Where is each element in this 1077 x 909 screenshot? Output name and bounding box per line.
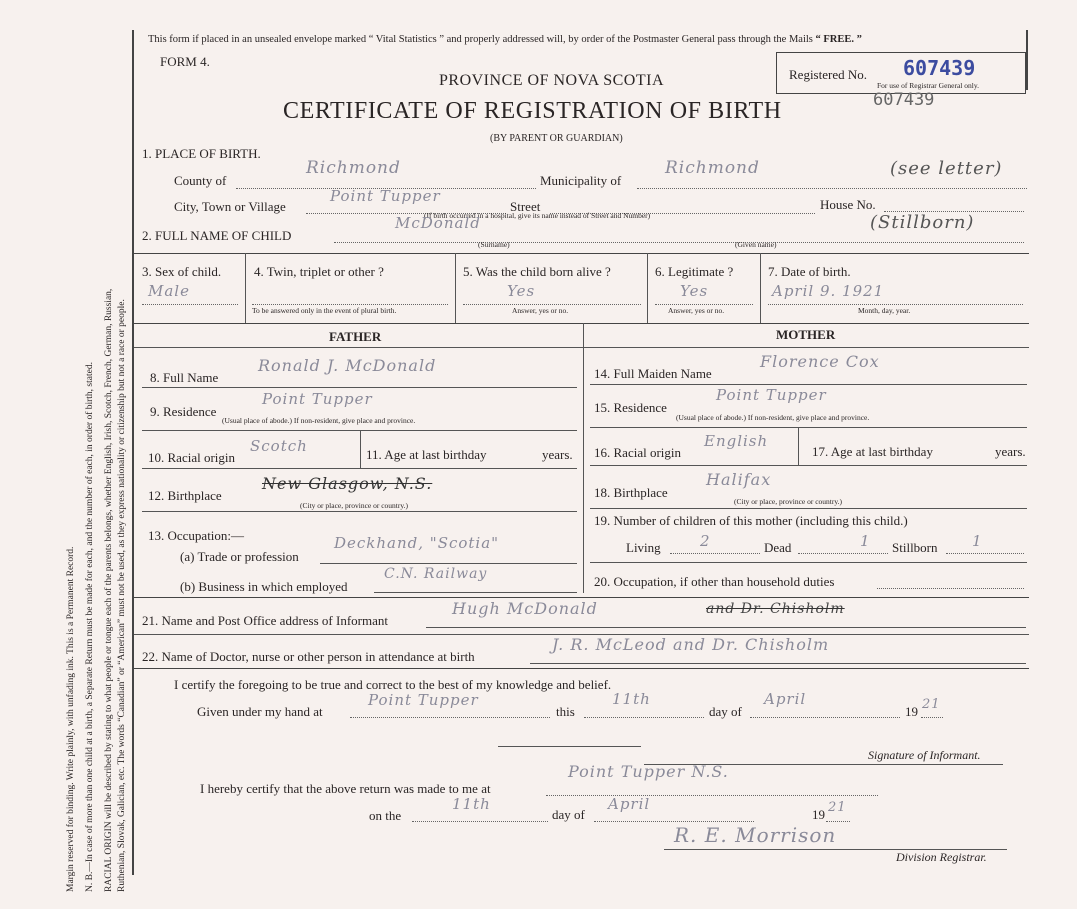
- twin-line: [252, 304, 448, 305]
- corner-mark: [1026, 30, 1028, 90]
- registrar-month-line: [594, 821, 754, 822]
- this-label: this: [556, 704, 575, 719]
- father-racial-divider: [360, 430, 361, 468]
- given-year-line: [921, 717, 943, 718]
- given-day-of-label: day of: [709, 704, 742, 719]
- house-no-label: House No.: [820, 197, 876, 212]
- father-residence-value: Point Tupper: [262, 390, 373, 408]
- mother-racial-divider: [798, 427, 799, 465]
- registrar-use-note: For use of Registrar General only.: [877, 81, 979, 90]
- certify-statement: I certify the foregoing to be true and correct to the best of my knowledge and belief.: [174, 677, 612, 692]
- mother-birthplace-line: [590, 508, 1027, 509]
- section-rule-2: [134, 323, 1029, 324]
- mother-birthplace-value: Halifax: [706, 470, 772, 489]
- dead-line: [798, 553, 888, 554]
- col-divider-b: [455, 253, 456, 323]
- free-label: “ FREE. ”: [815, 34, 862, 45]
- given-year-value: 21: [922, 697, 941, 712]
- margin-racial-note-1: RACIAL ORIGIN will be described by stating to what people or tongue each of the parents belongs, whether English, Irish, Scotch, French, German, Russian,: [104, 288, 114, 892]
- stillborn-value: 1: [972, 532, 983, 550]
- born-alive-line: [463, 304, 641, 305]
- father-residence-label: 9. Residence: [150, 404, 217, 419]
- stamped-number: 607439: [873, 90, 935, 110]
- parent-heading-rule: [134, 347, 1029, 348]
- surname-caption: (Surname): [478, 240, 510, 249]
- given-place-value: Point Tupper: [368, 691, 479, 709]
- mother-residence-value: Point Tupper: [716, 386, 827, 404]
- legitimate-line: [655, 304, 753, 305]
- mother-heading: MOTHER: [776, 327, 836, 342]
- division-registrar-caption: Division Registrar.: [896, 850, 987, 864]
- section-rule-3: [134, 597, 1029, 598]
- mother-racial-line: [590, 465, 1027, 466]
- born-alive-value: Yes: [507, 282, 536, 300]
- father-birthplace-line: [142, 511, 577, 512]
- sex-value: Male: [148, 282, 190, 300]
- given-day-line: [584, 717, 704, 718]
- date-of-birth-label: 7. Date of birth.: [768, 264, 851, 279]
- father-residence-note: (Usual place of abode.) If non-resident, give place and province.: [222, 416, 416, 425]
- registrar-day-of-label: day of: [552, 807, 585, 822]
- place-of-birth-heading: 1. PLACE OF BIRTH.: [142, 146, 261, 161]
- municipality-value: Richmond: [665, 158, 760, 178]
- postal-notice: This form if placed in an unsealed envelope marked “ Vital Statistics ” and properly addressed will, by order of the Postmaster General pass through the Mails “ FREE. ”: [148, 34, 862, 45]
- mother-name-value: Florence Cox: [760, 352, 880, 371]
- date-of-birth-line: [768, 304, 1023, 305]
- street-label: Street: [510, 199, 541, 214]
- province-heading: PROVINCE OF NOVA SCOTIA: [439, 72, 665, 89]
- father-trade-label: (a) Trade or profession: [180, 549, 299, 564]
- father-business-line: [374, 592, 577, 593]
- mother-racial-value: English: [704, 432, 769, 450]
- informant-signature-caption: Signature of Informant.: [868, 748, 981, 762]
- child-name-line: [334, 242, 1024, 243]
- doctor-label: 22. Name of Doctor, nurse or other person in attendance at birth: [142, 649, 475, 664]
- father-racial-line: [142, 468, 577, 469]
- father-racial-label: 10. Racial origin: [148, 450, 236, 465]
- registrar-statement: I hereby certify that the above return was made to me at: [200, 781, 491, 796]
- given-place-line: [350, 717, 550, 718]
- margin-binding-note: Margin reserved for binding. Write plainly, with unfading ink. This is a Permanent Record.: [66, 546, 76, 892]
- twin-note: To be answered only in the event of plural birth.: [252, 306, 397, 315]
- sex-label: 3. Sex of child.: [142, 264, 222, 279]
- informant-label: 21. Name and Post Office address of Informant: [142, 613, 388, 628]
- registrar-month-value: April: [608, 795, 651, 813]
- city-label: City, Town or Village: [174, 199, 286, 214]
- informant-signature-mark: [498, 746, 641, 747]
- father-trade-value: Deckhand, "Scotia": [334, 534, 500, 552]
- father-racial-value: Scotch: [250, 437, 308, 455]
- registrar-year-prefix: 19: [812, 807, 825, 822]
- stillborn-line: [946, 553, 1024, 554]
- child-given-value: (Stillborn): [870, 212, 975, 233]
- dead-label: Dead: [764, 540, 792, 555]
- informant-value: Hugh McDonald: [452, 599, 598, 618]
- mother-name-line: [590, 384, 1027, 385]
- mother-occupation-line: [877, 588, 1024, 589]
- section-rule-5: [134, 668, 1029, 669]
- mother-residence-note: (Usual place of abode.) If non-resident, give place and province.: [676, 413, 870, 422]
- twin-label: 4. Twin, triplet or other ?: [254, 264, 384, 279]
- form-left-border: [132, 30, 134, 875]
- date-of-birth-caption: Month, day, year.: [858, 306, 911, 315]
- dead-value: 1: [860, 532, 871, 550]
- form-number: FORM 4.: [160, 54, 210, 69]
- registrar-day-line: [412, 821, 548, 822]
- see-letter-note: (see letter): [890, 158, 1003, 179]
- registrar-place-value: Point Tupper N.S.: [568, 762, 729, 781]
- mother-residence-label: 15. Residence: [594, 400, 667, 415]
- father-birthplace-value: New Glasgow, N.S.: [262, 474, 433, 493]
- county-label: County of: [174, 173, 227, 188]
- given-month-line: [750, 717, 900, 718]
- born-alive-label: 5. Was the child born alive ?: [463, 264, 611, 279]
- child-surname-value: McDonald: [395, 214, 481, 232]
- legitimate-label: 6. Legitimate ?: [655, 264, 734, 279]
- municipality-label: Municipality of: [540, 173, 622, 188]
- registrar-year-line: [826, 821, 850, 822]
- father-name-label: 8. Full Name: [150, 370, 219, 385]
- on-the-label: on the: [369, 808, 402, 823]
- mother-residence-line: [590, 427, 1027, 428]
- father-heading: FATHER: [329, 329, 382, 344]
- registered-label: Registered No.: [789, 67, 867, 82]
- stillborn-label: Stillborn: [892, 540, 938, 555]
- registrar-signature: R. E. Morrison: [674, 823, 837, 847]
- city-value: Point Tupper: [330, 187, 441, 205]
- given-under-label: Given under my hand at: [197, 704, 323, 719]
- father-business-value: C.N. Railway: [384, 566, 488, 582]
- mother-birthplace-label: 18. Birthplace: [594, 485, 668, 500]
- parent-divider: [583, 323, 584, 593]
- mother-age-label: 17. Age at last birthday: [812, 444, 933, 459]
- born-alive-caption: Answer, yes or no.: [512, 306, 569, 315]
- mother-age-years: years.: [995, 444, 1026, 459]
- col-divider-a: [245, 253, 246, 323]
- registrar-place-line: [546, 795, 878, 796]
- col-divider-d: [760, 253, 761, 323]
- certificate-subtitle: (BY PARENT OR GUARDIAN): [490, 133, 623, 144]
- doctor-line: [530, 663, 1026, 664]
- col-divider-c: [647, 253, 648, 323]
- given-name-caption: (Given name): [735, 240, 777, 249]
- mother-birthplace-note: (City or place, province or country.): [734, 497, 843, 506]
- living-value: 2: [700, 532, 711, 550]
- margin-racial-note-2: Ruthenian, Slovak, Galician, etc. The words “Canadian” or “American” must not be used, as they express nationality or citizenship but not a race or people.: [117, 299, 127, 892]
- mother-name-label: 14. Full Maiden Name: [594, 366, 712, 381]
- municipality-line: [637, 188, 1027, 189]
- living-label: Living: [626, 540, 661, 555]
- father-birthplace-label: 12. Birthplace: [148, 488, 222, 503]
- certificate-title: CERTIFICATE OF REGISTRATION OF BIRTH: [283, 98, 782, 124]
- father-trade-line: [320, 563, 577, 564]
- margin-nb-note: N. B.—In case of more than one child at a birth, a Separate Return must be made for each, and the number of each, in order of birth, stated.: [85, 362, 95, 892]
- registered-number-box: [776, 52, 1026, 94]
- mother-children-label: 19. Number of children of this mother (including this child.): [594, 513, 908, 528]
- given-month-value: April: [764, 690, 807, 708]
- county-value: Richmond: [306, 158, 401, 178]
- legitimate-value: Yes: [680, 282, 709, 300]
- date-of-birth-value: April 9. 1921: [772, 282, 885, 300]
- father-business-label: (b) Business in which employed: [180, 579, 348, 594]
- sex-line: [142, 304, 238, 305]
- registrar-year-value: 21: [828, 800, 847, 815]
- father-birthplace-note: (City or place, province or country.): [300, 501, 409, 510]
- mother-occupation-label: 20. Occupation, if other than household duties: [594, 574, 835, 589]
- father-name-line: [142, 387, 577, 388]
- informant-struck-value: and Dr. Chisholm: [706, 601, 845, 617]
- mother-children-line: [590, 562, 1027, 563]
- child-name-label: 2. FULL NAME OF CHILD: [142, 228, 292, 243]
- living-line: [670, 553, 760, 554]
- father-occupation-label: 13. Occupation:—: [148, 528, 245, 543]
- section-rule-1: [134, 253, 1029, 254]
- informant-line: [426, 627, 1026, 628]
- given-day-value: 11th: [612, 690, 651, 708]
- legitimate-caption: Answer, yes or no.: [668, 306, 725, 315]
- mother-racial-label: 16. Racial origin: [594, 445, 682, 460]
- father-name-value: Ronald J. McDonald: [258, 356, 437, 375]
- given-year-prefix: 19: [905, 704, 918, 719]
- doctor-value: J. R. McLeod and Dr. Chisholm: [552, 635, 830, 654]
- father-age-years: years.: [542, 447, 573, 462]
- registered-number: 607439: [903, 56, 976, 80]
- father-age-label: 11. Age at last birthday: [366, 447, 487, 462]
- hospital-note: (If birth occurred in a hospital, give its name instead of Street and Number): [424, 211, 651, 220]
- registrar-day-value: 11th: [452, 795, 491, 813]
